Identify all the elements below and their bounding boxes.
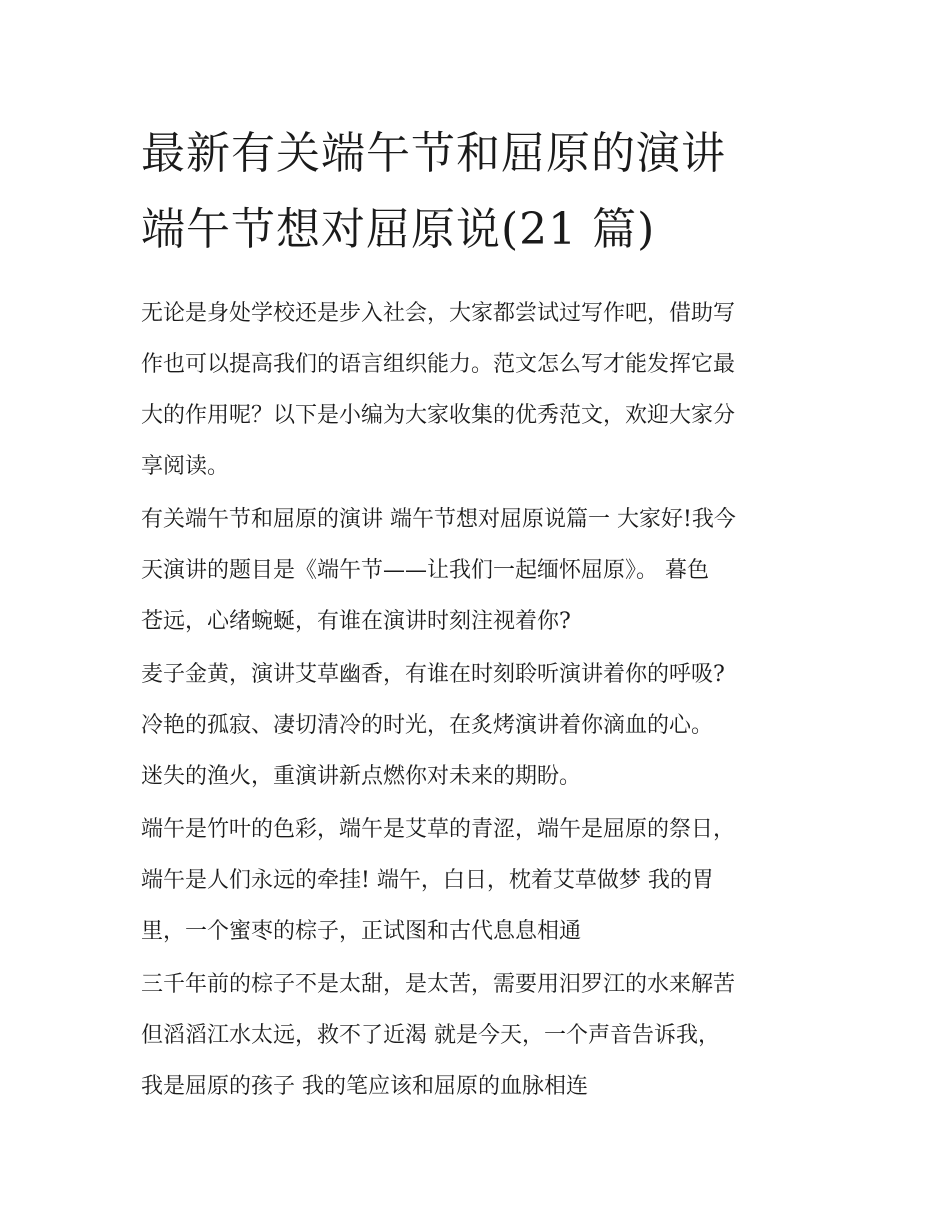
text-line: 端午是人们永远的牵挂! 端午，白日，枕着艾草做梦 我的胃	[141, 868, 714, 893]
text-line: 迷失的渔火，重演讲新点燃你对未来的期盼。	[141, 764, 582, 789]
text-line: 有关端午节和屈原的演讲 端午节想对屈原说篇一 大家好!我今	[141, 507, 736, 532]
paragraph-intro	[141, 288, 821, 492]
text-line: 我是屈原的孩子 我的笔应该和屈原的血脉相连	[141, 1074, 588, 1099]
text-line: 享阅读。	[141, 454, 230, 479]
text-line: 里，一个蜜枣的棕子，正试图和古代息息相通	[141, 919, 582, 944]
text-line: 无论是身处学校还是步入社会，大家都尝试过写作吧，借助写	[141, 301, 736, 326]
text-line: 作也可以提高我们的语言组织能力。范文怎么写才能发挥它最	[141, 352, 736, 377]
document-title	[141, 116, 821, 268]
text-line: 大的作用呢？以下是小编为大家收集的优秀范文，欢迎大家分	[141, 403, 736, 428]
paragraph-wheat	[141, 649, 821, 802]
title-line: 最新有关端午节和屈原的演讲	[141, 128, 726, 179]
document-page	[141, 116, 821, 1114]
text-line: 端午是竹叶的色彩，端午是艾草的青涩，端午是屈原的祭日，	[141, 817, 736, 842]
text-line: 三千年前的棕子不是太甜，是太苦，需要用汨罗江的水来解苦	[141, 972, 736, 997]
document-body	[141, 288, 821, 1112]
paragraph-speech-opening	[141, 494, 821, 647]
text-line: 但滔滔江水太远，救不了近渴 就是今天，一个声音告诉我，	[141, 1023, 720, 1048]
paragraph-duanwu	[141, 804, 821, 957]
text-line: 天演讲的题目是《端午节——让我们一起缅怀屈原》。 暮色	[141, 558, 709, 583]
text-line: 麦子金黄，演讲艾草幽香，有谁在时刻聆听演讲着你的呼吸?	[141, 662, 725, 687]
text-line: 冷艳的孤寂、凄切清冷的时光，在炙烤演讲着你滴血的心。	[141, 713, 714, 738]
title-line: 端午节想对屈原说(21 篇)	[141, 204, 656, 255]
text-line: 苍远，心绪蜿蜒，有谁在演讲时刻注视着你?	[141, 609, 571, 634]
paragraph-zongzi	[141, 959, 821, 1112]
